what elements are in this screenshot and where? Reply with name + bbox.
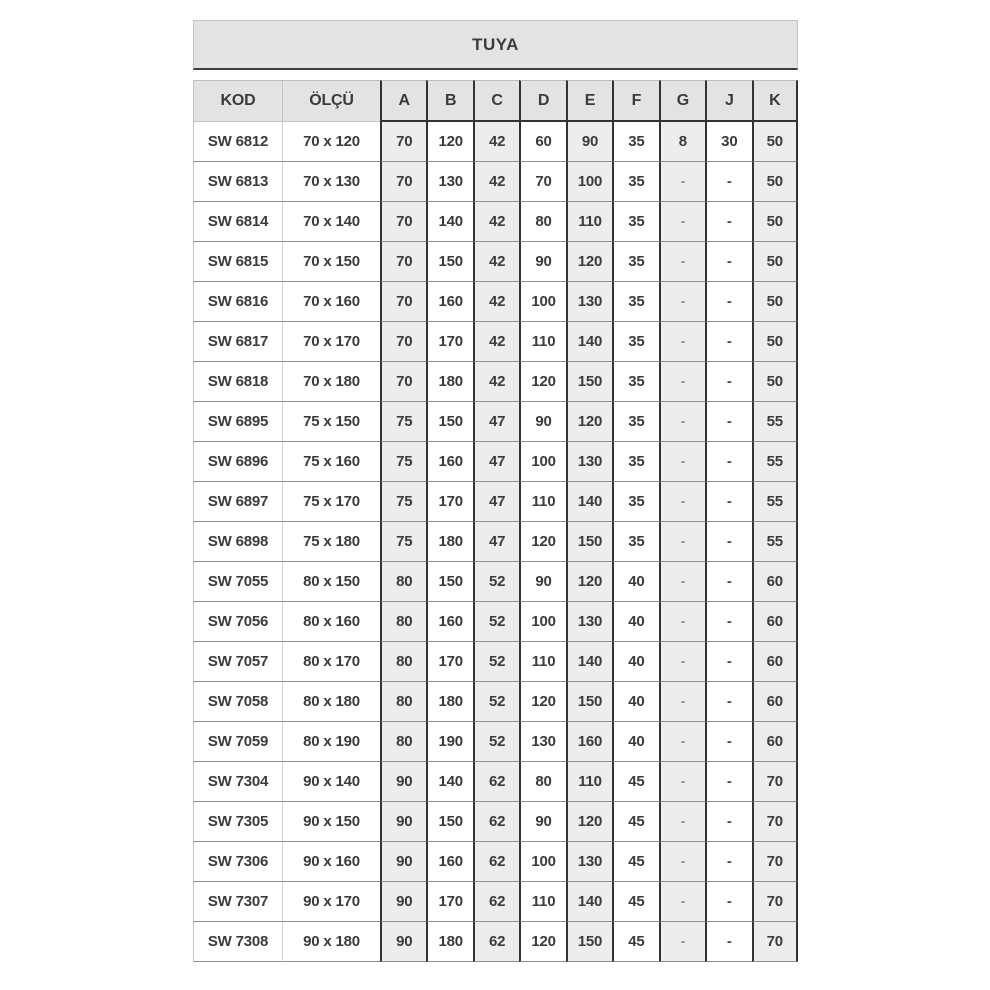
cell-f: 35	[612, 202, 658, 242]
cell-b: 180	[426, 922, 472, 962]
cell-a: 90	[380, 762, 426, 802]
cell-d: 80	[519, 762, 565, 802]
cell-kod: SW 7307	[193, 882, 282, 922]
cell--l-: 70 x 140	[282, 202, 380, 242]
cell-j: -	[705, 802, 751, 842]
column-header-kod: KOD	[193, 80, 282, 122]
cell--l-: 70 x 170	[282, 322, 380, 362]
cell-e: 120	[566, 562, 612, 602]
cell-kod: SW 6898	[193, 522, 282, 562]
cell-b: 150	[426, 562, 472, 602]
cell-j: -	[705, 562, 751, 602]
cell-a: 90	[380, 922, 426, 962]
cell-d: 100	[519, 282, 565, 322]
cell-d: 90	[519, 802, 565, 842]
spec-table	[193, 80, 798, 962]
cell-f: 35	[612, 122, 658, 162]
cell-c: 52	[473, 562, 519, 602]
cell-kod: SW 7058	[193, 682, 282, 722]
cell-c: 42	[473, 242, 519, 282]
cell-a: 75	[380, 482, 426, 522]
cell-b: 150	[426, 802, 472, 842]
cell-f: 45	[612, 882, 658, 922]
cell-k: 50	[752, 362, 798, 402]
cell-d: 110	[519, 322, 565, 362]
cell-kod: SW 7306	[193, 842, 282, 882]
cell--l-: 80 x 190	[282, 722, 380, 762]
cell-k: 55	[752, 522, 798, 562]
cell--l-: 90 x 170	[282, 882, 380, 922]
cell-b: 180	[426, 362, 472, 402]
cell-j: -	[705, 762, 751, 802]
cell-k: 50	[752, 122, 798, 162]
cell-e: 150	[566, 682, 612, 722]
cell-k: 60	[752, 722, 798, 762]
cell--l-: 80 x 150	[282, 562, 380, 602]
cell-j: 30	[705, 122, 751, 162]
cell-j: -	[705, 202, 751, 242]
cell-f: 45	[612, 922, 658, 962]
cell-d: 110	[519, 482, 565, 522]
cell-k: 70	[752, 842, 798, 882]
cell-f: 35	[612, 482, 658, 522]
cell-b: 170	[426, 482, 472, 522]
column-header-a: A	[380, 80, 426, 122]
cell-j: -	[705, 162, 751, 202]
cell-f: 35	[612, 402, 658, 442]
column-header-k: K	[752, 80, 798, 122]
cell-e: 120	[566, 242, 612, 282]
cell-f: 40	[612, 602, 658, 642]
cell-e: 140	[566, 642, 612, 682]
cell-g: -	[659, 682, 705, 722]
cell-c: 47	[473, 522, 519, 562]
cell-g: -	[659, 922, 705, 962]
cell-c: 62	[473, 922, 519, 962]
cell-k: 55	[752, 442, 798, 482]
column-header-j: J	[705, 80, 751, 122]
cell-e: 150	[566, 522, 612, 562]
cell-k: 70	[752, 922, 798, 962]
cell-kod: SW 6818	[193, 362, 282, 402]
cell-d: 110	[519, 642, 565, 682]
cell-f: 45	[612, 842, 658, 882]
cell-b: 180	[426, 682, 472, 722]
cell-e: 120	[566, 802, 612, 842]
cell-f: 35	[612, 362, 658, 402]
cell-k: 70	[752, 882, 798, 922]
cell-g: -	[659, 842, 705, 882]
cell-b: 120	[426, 122, 472, 162]
cell-k: 60	[752, 602, 798, 642]
cell-c: 62	[473, 762, 519, 802]
cell-kod: SW 6897	[193, 482, 282, 522]
cell-e: 130	[566, 282, 612, 322]
cell-k: 60	[752, 642, 798, 682]
cell--l-: 75 x 150	[282, 402, 380, 442]
cell-c: 52	[473, 722, 519, 762]
cell-d: 60	[519, 122, 565, 162]
cell-kod: SW 7308	[193, 922, 282, 962]
cell-d: 100	[519, 602, 565, 642]
cell--l-: 90 x 180	[282, 922, 380, 962]
column-header-d: D	[519, 80, 565, 122]
cell--l-: 90 x 150	[282, 802, 380, 842]
cell-j: -	[705, 442, 751, 482]
cell-kod: SW 6895	[193, 402, 282, 442]
cell-g: 8	[659, 122, 705, 162]
cell-b: 190	[426, 722, 472, 762]
cell-c: 52	[473, 602, 519, 642]
cell-e: 140	[566, 322, 612, 362]
cell-j: -	[705, 522, 751, 562]
cell-k: 50	[752, 322, 798, 362]
cell-a: 75	[380, 402, 426, 442]
cell-c: 42	[473, 162, 519, 202]
cell-b: 160	[426, 282, 472, 322]
cell-k: 60	[752, 562, 798, 602]
column-header-c: C	[473, 80, 519, 122]
cell-c: 47	[473, 482, 519, 522]
cell-f: 40	[612, 722, 658, 762]
cell-j: -	[705, 322, 751, 362]
cell-a: 70	[380, 202, 426, 242]
cell-j: -	[705, 922, 751, 962]
cell-c: 47	[473, 442, 519, 482]
cell-c: 62	[473, 882, 519, 922]
cell-j: -	[705, 642, 751, 682]
column-header-b: B	[426, 80, 472, 122]
cell-a: 80	[380, 602, 426, 642]
cell-d: 120	[519, 362, 565, 402]
cell-e: 110	[566, 202, 612, 242]
cell-kod: SW 7055	[193, 562, 282, 602]
cell-j: -	[705, 602, 751, 642]
cell-f: 35	[612, 242, 658, 282]
cell-d: 80	[519, 202, 565, 242]
cell-a: 70	[380, 322, 426, 362]
cell-d: 100	[519, 442, 565, 482]
cell-d: 120	[519, 522, 565, 562]
cell-d: 130	[519, 722, 565, 762]
cell--l-: 70 x 150	[282, 242, 380, 282]
cell-e: 130	[566, 602, 612, 642]
cell-b: 180	[426, 522, 472, 562]
cell-kod: SW 6813	[193, 162, 282, 202]
cell-kod: SW 7304	[193, 762, 282, 802]
cell-k: 70	[752, 802, 798, 842]
cell-d: 90	[519, 562, 565, 602]
cell-b: 140	[426, 202, 472, 242]
table-title: TUYA	[472, 34, 519, 54]
cell-a: 90	[380, 802, 426, 842]
cell-j: -	[705, 242, 751, 282]
cell-g: -	[659, 242, 705, 282]
cell-k: 60	[752, 682, 798, 722]
cell-g: -	[659, 642, 705, 682]
cell-f: 45	[612, 762, 658, 802]
cell-c: 62	[473, 802, 519, 842]
cell-e: 100	[566, 162, 612, 202]
cell-g: -	[659, 762, 705, 802]
cell-c: 52	[473, 682, 519, 722]
cell-j: -	[705, 682, 751, 722]
cell-kod: SW 6817	[193, 322, 282, 362]
cell-e: 150	[566, 362, 612, 402]
column-header--l-: ÖLÇÜ	[282, 80, 380, 122]
cell-b: 170	[426, 642, 472, 682]
cell-g: -	[659, 482, 705, 522]
column-header-e: E	[566, 80, 612, 122]
cell--l-: 70 x 180	[282, 362, 380, 402]
cell--l-: 80 x 160	[282, 602, 380, 642]
cell-f: 35	[612, 322, 658, 362]
cell-j: -	[705, 482, 751, 522]
cell-kod: SW 7059	[193, 722, 282, 762]
cell-b: 160	[426, 442, 472, 482]
cell-c: 42	[473, 122, 519, 162]
cell-j: -	[705, 282, 751, 322]
cell-c: 42	[473, 362, 519, 402]
cell-b: 140	[426, 762, 472, 802]
cell-g: -	[659, 282, 705, 322]
cell-j: -	[705, 402, 751, 442]
cell-k: 70	[752, 762, 798, 802]
cell-d: 120	[519, 682, 565, 722]
cell-k: 55	[752, 482, 798, 522]
cell-b: 160	[426, 602, 472, 642]
cell-kod: SW 6812	[193, 122, 282, 162]
cell-a: 90	[380, 882, 426, 922]
cell-e: 160	[566, 722, 612, 762]
cell-g: -	[659, 562, 705, 602]
cell-c: 47	[473, 402, 519, 442]
cell-j: -	[705, 882, 751, 922]
column-header-f: F	[612, 80, 658, 122]
cell-e: 130	[566, 442, 612, 482]
cell-g: -	[659, 442, 705, 482]
cell--l-: 70 x 160	[282, 282, 380, 322]
cell-f: 45	[612, 802, 658, 842]
cell-g: -	[659, 362, 705, 402]
cell-b: 150	[426, 402, 472, 442]
cell-a: 90	[380, 842, 426, 882]
cell-kod: SW 6814	[193, 202, 282, 242]
cell-a: 70	[380, 122, 426, 162]
cell-d: 90	[519, 242, 565, 282]
cell-g: -	[659, 162, 705, 202]
cell-d: 110	[519, 882, 565, 922]
cell-b: 170	[426, 322, 472, 362]
table-title-band	[193, 20, 798, 70]
cell-f: 35	[612, 522, 658, 562]
cell-c: 42	[473, 282, 519, 322]
cell-kod: SW 7057	[193, 642, 282, 682]
cell-a: 70	[380, 362, 426, 402]
cell-j: -	[705, 362, 751, 402]
cell-a: 70	[380, 282, 426, 322]
cell-d: 90	[519, 402, 565, 442]
cell-g: -	[659, 202, 705, 242]
cell-f: 35	[612, 442, 658, 482]
cell-a: 80	[380, 682, 426, 722]
cell-f: 35	[612, 282, 658, 322]
cell-g: -	[659, 602, 705, 642]
cell--l-: 70 x 130	[282, 162, 380, 202]
cell--l-: 80 x 170	[282, 642, 380, 682]
cell-kod: SW 6815	[193, 242, 282, 282]
cell--l-: 80 x 180	[282, 682, 380, 722]
cell-e: 120	[566, 402, 612, 442]
cell--l-: 90 x 160	[282, 842, 380, 882]
cell-a: 80	[380, 722, 426, 762]
cell-a: 80	[380, 642, 426, 682]
cell-g: -	[659, 522, 705, 562]
cell--l-: 90 x 140	[282, 762, 380, 802]
cell-e: 130	[566, 842, 612, 882]
cell-a: 80	[380, 562, 426, 602]
cell-f: 40	[612, 642, 658, 682]
cell-b: 150	[426, 242, 472, 282]
cell-kod: SW 7305	[193, 802, 282, 842]
cell-e: 110	[566, 762, 612, 802]
column-header-g: G	[659, 80, 705, 122]
cell-c: 42	[473, 322, 519, 362]
cell-a: 70	[380, 162, 426, 202]
cell-d: 120	[519, 922, 565, 962]
cell-g: -	[659, 802, 705, 842]
cell--l-: 75 x 180	[282, 522, 380, 562]
cell-g: -	[659, 882, 705, 922]
cell-k: 50	[752, 242, 798, 282]
cell-d: 70	[519, 162, 565, 202]
cell-c: 52	[473, 642, 519, 682]
cell-e: 90	[566, 122, 612, 162]
cell-e: 150	[566, 922, 612, 962]
cell-j: -	[705, 722, 751, 762]
cell--l-: 75 x 160	[282, 442, 380, 482]
cell--l-: 70 x 120	[282, 122, 380, 162]
cell-e: 140	[566, 882, 612, 922]
cell-g: -	[659, 722, 705, 762]
cell-k: 50	[752, 162, 798, 202]
cell--l-: 75 x 170	[282, 482, 380, 522]
cell-b: 170	[426, 882, 472, 922]
cell-j: -	[705, 842, 751, 882]
cell-g: -	[659, 322, 705, 362]
cell-kod: SW 6816	[193, 282, 282, 322]
cell-b: 130	[426, 162, 472, 202]
cell-f: 40	[612, 562, 658, 602]
cell-e: 140	[566, 482, 612, 522]
cell-k: 55	[752, 402, 798, 442]
cell-kod: SW 7056	[193, 602, 282, 642]
cell-f: 35	[612, 162, 658, 202]
cell-a: 75	[380, 522, 426, 562]
cell-b: 160	[426, 842, 472, 882]
cell-k: 50	[752, 282, 798, 322]
cell-kod: SW 6896	[193, 442, 282, 482]
cell-a: 75	[380, 442, 426, 482]
cell-f: 40	[612, 682, 658, 722]
cell-c: 62	[473, 842, 519, 882]
cell-k: 50	[752, 202, 798, 242]
cell-a: 70	[380, 242, 426, 282]
cell-g: -	[659, 402, 705, 442]
cell-c: 42	[473, 202, 519, 242]
cell-d: 100	[519, 842, 565, 882]
